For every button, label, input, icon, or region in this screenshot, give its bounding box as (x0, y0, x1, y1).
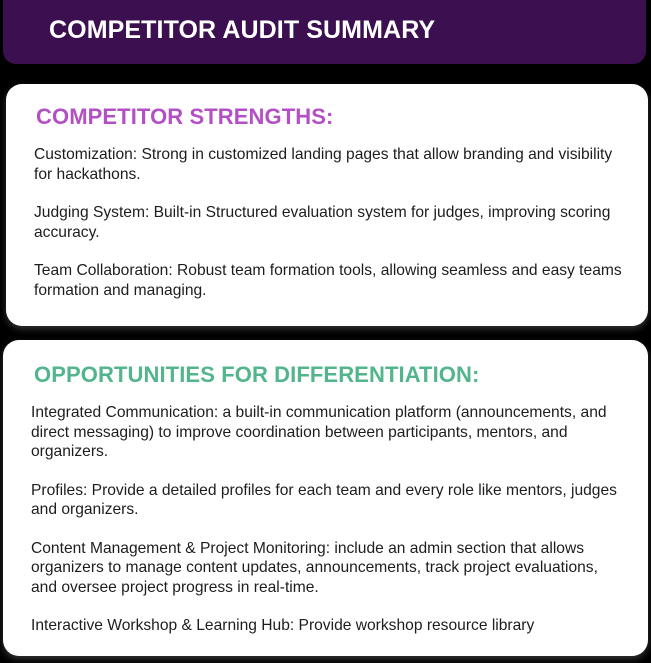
opportunities-body (31, 403, 628, 636)
strengths-paragraph: Team Collaboration: Robust team formation tools, allowing seamless and easy teams formation and managing. (34, 262, 622, 299)
page-title: COMPETITOR AUDIT SUMMARY (49, 16, 436, 44)
opportunity-paragraph: Interactive Workshop & Learning Hub: Provide workshop resource library (31, 617, 535, 634)
strengths-paragraph: Judging System: Built-in Structured evaluation system for judges, improving scoring accuracy. (34, 204, 611, 241)
title-banner (3, 0, 646, 64)
strengths-paragraph: Customization: Strong in customized landing pages that allow branding and visibility for hackathons. (34, 146, 613, 183)
opportunity-paragraph: Profiles: Provide a detailed profiles for each team and every role like mentors, judges and organizers. (31, 481, 617, 518)
competitor-strengths-card (6, 84, 648, 326)
competitor-strengths-heading: COMPETITOR STRENGTHS: (36, 104, 334, 129)
opportunities-card (3, 340, 648, 656)
competitor-strengths-body (34, 145, 630, 300)
opportunity-paragraph: Integrated Communication: a built-in communication platform (announcements, and direct messaging) to improve coordination between participants, mentors, and organizers. (31, 404, 607, 460)
opportunities-heading: OPPORTUNITIES FOR DIFFERENTIATION: (34, 362, 480, 387)
opportunity-paragraph: Content Management & Project Monitoring: include an admin section that allows organizers to manage content updates, announcements, track project evaluations, and oversee project progress in real-time. (31, 539, 598, 596)
